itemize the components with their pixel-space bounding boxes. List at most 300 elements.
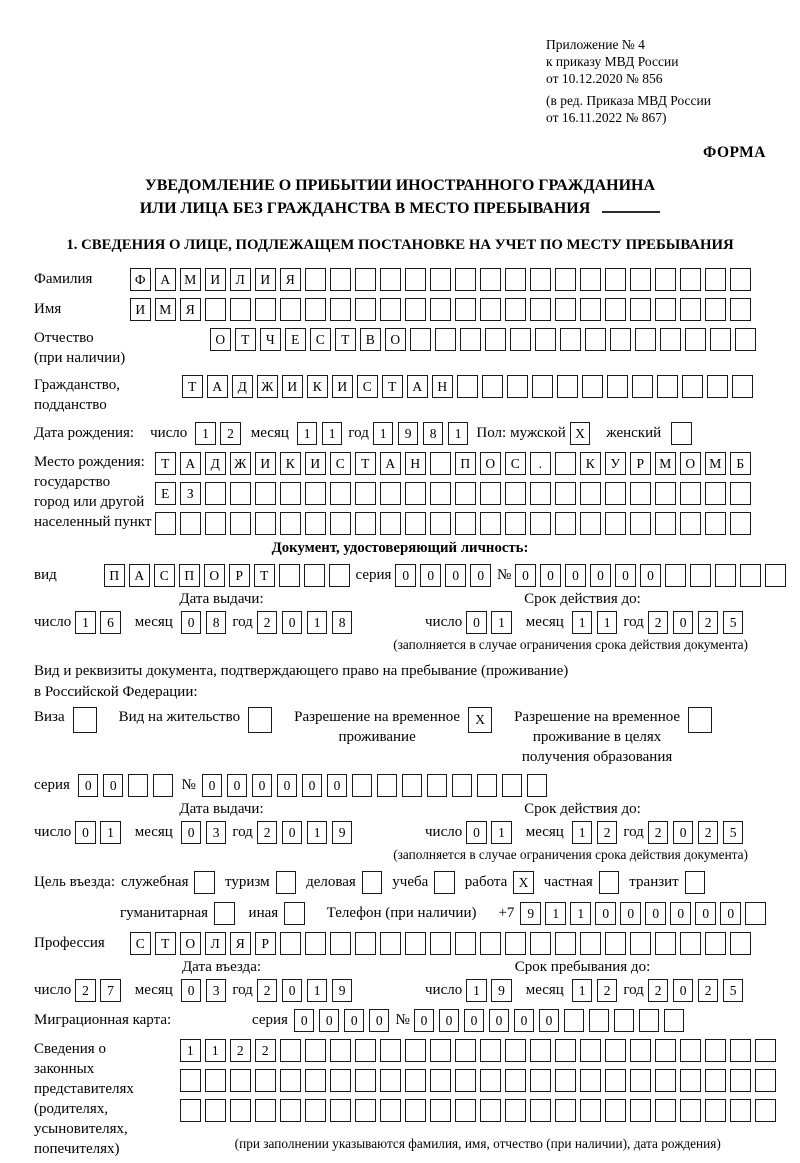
char-cell <box>630 268 651 291</box>
char-cell <box>380 1069 401 1092</box>
char-cell <box>255 1069 276 1092</box>
day-label: число <box>425 614 463 630</box>
representatives-label-line-6: попечителях) <box>34 1141 120 1157</box>
char-cell: 8 <box>423 422 444 445</box>
char-cell: 0 <box>181 821 202 844</box>
char-cell <box>330 932 351 955</box>
char-cell <box>580 932 601 955</box>
month-label: месяц <box>525 824 564 840</box>
doc-expiry-month-cells <box>572 611 618 634</box>
char-cell <box>555 932 576 955</box>
char-cell <box>505 1039 526 1062</box>
char-cell: В <box>360 328 381 351</box>
given-name-cells <box>130 298 751 321</box>
char-cell <box>680 1099 701 1122</box>
char-cell <box>455 1069 476 1092</box>
char-cell <box>585 328 606 351</box>
char-cell: 0 <box>720 902 741 925</box>
char-cell <box>605 298 626 321</box>
year-label: год <box>348 425 369 441</box>
char-cell: 0 <box>514 1009 535 1032</box>
char-cell: М <box>705 452 726 475</box>
form-title-line-2: ИЛИ ЛИЦА БЕЗ ГРАЖДАНСТВА В МЕСТО ПРЕБЫВАНИЯ <box>139 200 591 217</box>
representatives-label-line-4: (родителях, <box>34 1101 109 1117</box>
char-cell: Н <box>432 375 453 398</box>
stay-year-cells <box>648 979 744 1002</box>
residence-expiry-month-cells <box>572 821 618 844</box>
appendix-line-2: к приказу МВД России <box>546 54 679 69</box>
char-cell: 0 <box>227 774 248 797</box>
char-cell <box>680 268 701 291</box>
residence-doc-options <box>34 707 766 767</box>
char-cell <box>580 268 601 291</box>
char-cell <box>527 774 548 797</box>
char-cell <box>555 512 576 535</box>
migration-card-row <box>34 1009 766 1032</box>
char-cell <box>430 1069 451 1092</box>
char-cell <box>730 932 751 955</box>
char-cell: М <box>180 268 201 291</box>
identity-doc-kind-row <box>34 564 766 587</box>
entry-date-heading: Дата въезда: <box>181 959 262 975</box>
char-cell: А <box>155 268 176 291</box>
appendix-edit-line-2: от 16.11.2022 № 867) <box>546 110 667 125</box>
profession-row <box>34 932 766 955</box>
option-residence-permit <box>119 707 272 733</box>
char-cell <box>732 375 753 398</box>
char-cell <box>705 1039 726 1062</box>
birth-place-cells-row-1 <box>155 452 751 475</box>
char-cell: 0 <box>75 821 96 844</box>
char-cell <box>705 268 726 291</box>
char-cell: М <box>655 452 676 475</box>
char-cell <box>205 298 226 321</box>
char-cell: 1 <box>491 821 512 844</box>
char-cell: Ч <box>260 328 281 351</box>
char-cell <box>502 774 523 797</box>
char-cell <box>205 1099 226 1122</box>
char-cell <box>230 1069 251 1092</box>
char-cell: 6 <box>100 611 121 634</box>
stay-until-heading: Срок пребывания до: <box>514 959 651 975</box>
char-cell <box>305 1069 326 1092</box>
char-cell <box>505 268 526 291</box>
sex-male-label: мужской <box>510 425 566 441</box>
char-cell: П <box>179 564 200 587</box>
representatives-label-line-1: Сведения о <box>34 1041 106 1057</box>
char-cell <box>740 564 761 587</box>
char-cell: 5 <box>723 611 744 634</box>
option-temp-residence-education-label-line-3: получения образования <box>521 749 673 765</box>
char-cell: 0 <box>470 564 491 587</box>
char-cell: С <box>130 932 151 955</box>
doc-expiry-day-cells <box>466 611 512 634</box>
char-cell: 1 <box>572 821 593 844</box>
citizenship-label-line-1: Гражданство, <box>34 377 121 393</box>
char-cell: 0 <box>369 1009 390 1032</box>
char-cell: 0 <box>181 611 202 634</box>
appendix-edit-line-1: (в ред. Приказа МВД России <box>546 93 711 108</box>
residence-doc-intro-line-2: в Российской Федерации: <box>34 684 198 700</box>
char-cell: И <box>332 375 353 398</box>
title-underline <box>602 197 660 213</box>
purpose-study-checkbox <box>434 871 455 894</box>
char-cell: 2 <box>597 979 618 1002</box>
char-cell <box>630 1039 651 1062</box>
char-cell <box>457 375 478 398</box>
char-cell <box>230 1099 251 1122</box>
option-visa-label: Виза <box>34 709 65 725</box>
phone-label: Телефон (при наличии) <box>326 905 477 921</box>
char-cell <box>580 482 601 505</box>
purpose-study-label: учеба <box>392 874 429 890</box>
char-cell: Л <box>205 932 226 955</box>
year-label: год <box>623 614 644 630</box>
char-cell: И <box>282 375 303 398</box>
char-cell <box>380 932 401 955</box>
char-cell <box>680 482 701 505</box>
char-cell: И <box>130 298 151 321</box>
char-cell <box>705 298 726 321</box>
char-cell <box>730 268 751 291</box>
char-cell <box>480 1069 501 1092</box>
char-cell <box>205 482 226 505</box>
char-cell <box>427 774 448 797</box>
purpose-tourism-checkbox <box>276 871 297 894</box>
char-cell <box>405 932 426 955</box>
char-cell <box>405 1069 426 1092</box>
char-cell <box>455 512 476 535</box>
residence-issue-year-cells <box>257 821 353 844</box>
char-cell <box>655 1069 676 1092</box>
char-cell: 0 <box>673 979 694 1002</box>
option-visa-checkbox <box>73 707 97 733</box>
char-cell <box>530 512 551 535</box>
char-cell <box>735 328 756 351</box>
char-cell <box>305 932 326 955</box>
char-cell: 0 <box>277 774 298 797</box>
char-cell <box>680 1069 701 1092</box>
char-cell <box>680 298 701 321</box>
phone-cells <box>520 902 766 925</box>
char-cell: П <box>455 452 476 475</box>
char-cell: 0 <box>445 564 466 587</box>
char-cell: 1 <box>100 821 121 844</box>
char-cell: 2 <box>648 821 669 844</box>
char-cell: 9 <box>520 902 541 925</box>
char-cell: Н <box>405 452 426 475</box>
char-cell: О <box>210 328 231 351</box>
char-cell <box>530 1069 551 1092</box>
patronymic-row <box>34 328 766 368</box>
char-cell <box>505 298 526 321</box>
purpose-official-checkbox <box>194 871 215 894</box>
char-cell: И <box>255 452 276 475</box>
char-cell <box>605 932 626 955</box>
char-cell <box>455 298 476 321</box>
char-cell: 0 <box>640 564 661 587</box>
month-label: месяц <box>134 824 173 840</box>
visit-purpose-row-2 <box>34 902 766 925</box>
char-cell <box>730 1069 751 1092</box>
visit-purpose-label: Цель въезда: <box>34 874 115 890</box>
char-cell <box>280 1069 301 1092</box>
char-cell <box>582 375 603 398</box>
char-cell <box>377 774 398 797</box>
char-cell <box>707 375 728 398</box>
char-cell <box>430 512 451 535</box>
char-cell: 0 <box>515 564 536 587</box>
char-cell: Я <box>230 932 251 955</box>
char-cell: 0 <box>620 902 641 925</box>
residence-doc-intro-line-1: Вид и реквизиты документа, подтверждающего право на пребывание (проживание) <box>34 663 569 679</box>
purpose-business <box>306 871 382 894</box>
char-cell <box>355 268 376 291</box>
char-cell <box>430 268 451 291</box>
section1-title: 1. СВЕДЕНИЯ О ЛИЦЕ, ПОДЛЕЖАЩЕМ ПОСТАНОВКЕ НА УЧЕТ ПО МЕСТУ ПРЕБЫВАНИЯ <box>66 237 734 253</box>
char-cell: 8 <box>332 611 353 634</box>
char-cell: 9 <box>491 979 512 1002</box>
char-cell: 7 <box>100 979 121 1002</box>
form-title-line-1: УВЕДОМЛЕНИЕ О ПРИБЫТИИ ИНОСТРАННОГО ГРАЖДАНИНА <box>144 177 656 194</box>
sex-label: Пол: <box>476 425 507 441</box>
option-temp-residence-education-label-line-1: Разрешение на временное <box>514 709 681 725</box>
doc-expiry-year-cells <box>648 611 744 634</box>
char-cell <box>355 512 376 535</box>
char-cell: А <box>380 452 401 475</box>
char-cell <box>153 774 174 797</box>
year-label: год <box>623 982 644 998</box>
char-cell: 0 <box>645 902 666 925</box>
profession-label: Профессия <box>34 935 105 951</box>
char-cell: К <box>580 452 601 475</box>
char-cell: 1 <box>545 902 566 925</box>
birth-place-label-line-3: город или другой <box>34 494 145 510</box>
phone-prefix: +7 <box>498 905 515 921</box>
doc-issue-day-cells <box>75 611 121 634</box>
char-cell <box>580 298 601 321</box>
char-cell <box>355 298 376 321</box>
char-cell <box>280 932 301 955</box>
purpose-study <box>392 871 455 894</box>
char-cell: 1 <box>307 979 328 1002</box>
char-cell <box>410 328 431 351</box>
char-cell <box>580 1069 601 1092</box>
citizenship-label-line-2: подданство <box>34 397 107 413</box>
char-cell <box>405 1039 426 1062</box>
char-cell <box>305 268 326 291</box>
char-cell <box>505 1069 526 1092</box>
char-cell <box>155 512 176 535</box>
char-cell <box>630 512 651 535</box>
char-cell: 1 <box>307 611 328 634</box>
char-cell <box>555 1039 576 1062</box>
char-cell: О <box>204 564 225 587</box>
char-cell <box>705 932 726 955</box>
char-cell <box>730 1099 751 1122</box>
char-cell <box>230 298 251 321</box>
char-cell: 0 <box>466 611 487 634</box>
char-cell <box>480 1039 501 1062</box>
char-cell <box>690 564 711 587</box>
char-cell <box>380 482 401 505</box>
representatives-label-line-5: усыновителях, <box>34 1121 128 1137</box>
char-cell: Ф <box>130 268 151 291</box>
char-cell: С <box>505 452 526 475</box>
birth-place-label <box>34 452 155 532</box>
char-cell <box>430 298 451 321</box>
char-cell: И <box>255 268 276 291</box>
char-cell <box>380 1099 401 1122</box>
form-title <box>34 174 766 220</box>
purpose-official <box>121 871 215 894</box>
char-cell <box>330 512 351 535</box>
char-cell: Д <box>205 452 226 475</box>
birth-place-label-line-2: государство <box>34 474 111 490</box>
representatives-note: (при заполнении указываются фамилия, имя, отчество (при наличии), дата рождения) <box>234 1136 721 1151</box>
char-cell <box>180 1069 201 1092</box>
purpose-humanitarian-checkbox <box>214 902 235 925</box>
profession-cells <box>130 932 751 955</box>
char-cell: 1 <box>307 821 328 844</box>
char-cell <box>355 1069 376 1092</box>
given-name-label: Имя <box>34 301 62 317</box>
purpose-work <box>465 871 534 894</box>
char-cell <box>605 482 626 505</box>
char-cell <box>605 512 626 535</box>
sex-male-checkbox: X <box>570 422 591 445</box>
char-cell: Е <box>155 482 176 505</box>
char-cell <box>405 298 426 321</box>
doc-number-cells <box>515 564 786 587</box>
char-cell: 0 <box>539 1009 560 1032</box>
char-cell <box>680 512 701 535</box>
char-cell <box>505 482 526 505</box>
char-cell: С <box>330 452 351 475</box>
purpose-work-label: работа <box>464 874 508 890</box>
char-cell <box>380 512 401 535</box>
year-label: год <box>232 824 253 840</box>
char-cell: 0 <box>489 1009 510 1032</box>
char-cell <box>505 512 526 535</box>
char-cell <box>555 452 576 475</box>
char-cell: 2 <box>230 1039 251 1062</box>
residence-issue-month-cells <box>181 821 227 844</box>
char-cell: А <box>207 375 228 398</box>
char-cell <box>355 482 376 505</box>
char-cell: 0 <box>282 979 303 1002</box>
char-cell: 1 <box>572 979 593 1002</box>
char-cell <box>660 328 681 351</box>
char-cell <box>530 1099 551 1122</box>
char-cell <box>610 328 631 351</box>
char-cell: 2 <box>597 821 618 844</box>
residence-number-label: № <box>181 777 196 793</box>
purpose-private-checkbox <box>599 871 620 894</box>
option-temp-residence-label-line-1: Разрешение на временное <box>294 709 461 725</box>
char-cell: 1 <box>491 611 512 634</box>
char-cell: 0 <box>302 774 323 797</box>
char-cell: 0 <box>282 821 303 844</box>
residence-number-cells <box>202 774 548 797</box>
purpose-private-label: частная <box>543 874 593 890</box>
char-cell <box>632 375 653 398</box>
char-cell <box>630 1069 651 1092</box>
residence-expiry-date <box>409 821 743 844</box>
birth-place-label-line-4: населенный пункт <box>34 514 152 530</box>
char-cell: 0 <box>464 1009 485 1032</box>
purpose-tourism <box>225 871 296 894</box>
month-label: месяц <box>134 982 173 998</box>
char-cell: 0 <box>695 902 716 925</box>
char-cell <box>455 1099 476 1122</box>
patronymic-label <box>34 328 210 368</box>
char-cell <box>455 268 476 291</box>
char-cell <box>555 1099 576 1122</box>
char-cell <box>530 932 551 955</box>
char-cell: И <box>205 268 226 291</box>
char-cell <box>664 1009 685 1032</box>
char-cell: А <box>407 375 428 398</box>
birth-place-label-line-1: Место рождения: <box>34 454 145 470</box>
entry-day-cells <box>75 979 121 1002</box>
char-cell: 0 <box>420 564 441 587</box>
char-cell: 2 <box>698 821 719 844</box>
char-cell <box>485 328 506 351</box>
char-cell <box>665 564 686 587</box>
char-cell: 0 <box>673 611 694 634</box>
char-cell: 0 <box>252 774 273 797</box>
patronymic-cells <box>210 328 756 351</box>
char-cell <box>355 1099 376 1122</box>
residence-series-cells <box>78 774 174 797</box>
doc-issue-year-cells <box>257 611 353 634</box>
char-cell <box>430 482 451 505</box>
birth-date-row <box>34 422 766 445</box>
char-cell <box>477 774 498 797</box>
char-cell <box>480 512 501 535</box>
patronymic-label-line-2: (при наличии) <box>34 350 126 366</box>
char-cell <box>705 1069 726 1092</box>
char-cell <box>505 1099 526 1122</box>
char-cell: 1 <box>322 422 343 445</box>
char-cell: 1 <box>597 611 618 634</box>
char-cell <box>680 1039 701 1062</box>
purpose-official-label: служебная <box>120 874 189 890</box>
char-cell: 0 <box>590 564 611 587</box>
doc-expiry-heading: Срок действия до: <box>524 591 641 607</box>
char-cell: 1 <box>205 1039 226 1062</box>
residence-expiry-heading: Срок действия до: <box>524 801 641 817</box>
char-cell <box>630 932 651 955</box>
char-cell: 5 <box>723 821 744 844</box>
char-cell: 2 <box>257 979 278 1002</box>
char-cell <box>305 1039 326 1062</box>
doc-series-label: серия <box>355 567 392 583</box>
char-cell <box>580 1039 601 1062</box>
char-cell: Т <box>335 328 356 351</box>
representatives-cells-row-3 <box>180 1099 776 1122</box>
char-cell <box>330 298 351 321</box>
char-cell: 1 <box>373 422 394 445</box>
char-cell: О <box>480 452 501 475</box>
char-cell: 0 <box>673 821 694 844</box>
option-temp-residence-checkbox: X <box>468 707 492 733</box>
purpose-other-checkbox <box>284 902 305 925</box>
doc-issue-date <box>34 611 409 634</box>
day-label: число <box>34 824 72 840</box>
char-cell <box>330 482 351 505</box>
